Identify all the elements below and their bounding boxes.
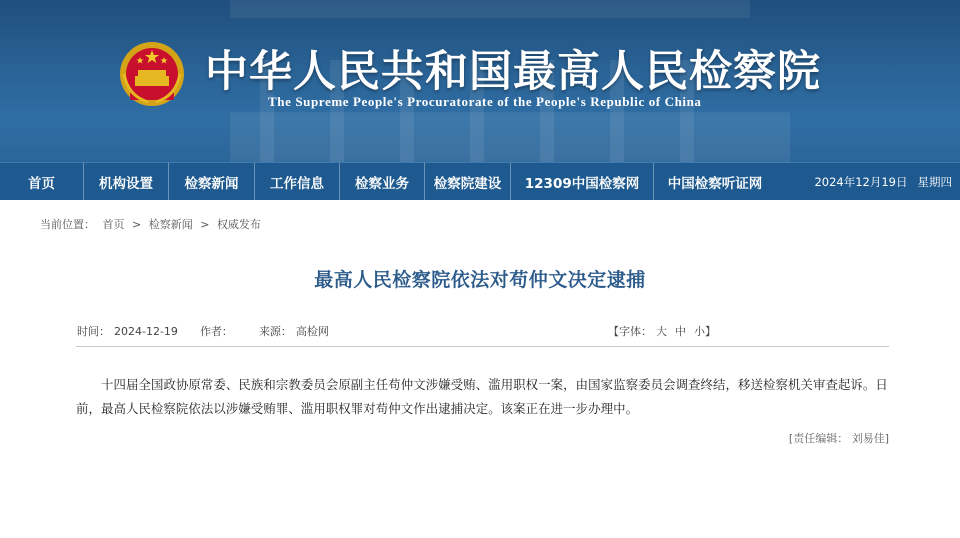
breadcrumb-separator: >	[200, 218, 210, 231]
font-size-medium[interactable]: 中	[675, 325, 686, 338]
nav-item-label: 检察院建设	[433, 175, 502, 192]
breadcrumb-prefix: 当前位置：	[40, 218, 95, 231]
font-size-selector	[608, 323, 724, 339]
meta-divider	[76, 346, 889, 347]
font-size-large[interactable]: 大	[656, 325, 667, 338]
nav-item-construction[interactable]	[425, 163, 511, 201]
nav-item-label: 12309中国检察网	[524, 175, 640, 192]
nav-item-label: 机构设置	[99, 175, 153, 192]
national-emblem-icon[interactable]	[118, 40, 186, 108]
nav-item-organization[interactable]	[84, 163, 169, 201]
breadcrumb-separator: >	[132, 218, 142, 231]
main-navbar	[0, 162, 960, 200]
nav-item-label: 检察新闻	[184, 175, 239, 192]
nav-item-12309[interactable]	[511, 163, 654, 201]
current-date: 2024年12月19日	[814, 175, 908, 189]
article-meta-info	[77, 323, 333, 339]
site-title: 中华人民共和国最高人民检察院	[205, 47, 821, 97]
nav-item-label: 首页	[28, 175, 55, 192]
nav-item-work-info[interactable]	[255, 163, 340, 201]
article-title: 最高人民检察院依法对苟仲文决定逮捕	[314, 269, 646, 291]
time-label: 时间：	[77, 325, 110, 338]
nav-item-news[interactable]	[169, 163, 255, 201]
responsible-editor: [责任编辑： 刘易佳]	[788, 432, 889, 445]
article-body: 十四届全国政协原常委、民族和宗教委员会原副主任苟仲文涉嫌受贿、滥用职权一案，由国家监察委员会调查终结，移送检察机关审查起诉。日前，最高人民检察院依法以涉嫌受贿罪、滥用职权罪对苟仲文作出逮捕决定。该案正在进一步办理中。	[76, 377, 888, 416]
nav-item-procuratorial-business[interactable]	[340, 163, 425, 201]
nav-date	[814, 163, 952, 201]
banner-building-roof	[230, 0, 750, 18]
author-label: 作者：	[199, 325, 233, 338]
font-size-label: 【字体：	[608, 325, 652, 338]
site-subtitle: The Supreme People's Procuratorate of the People's Republic of China	[268, 94, 702, 109]
nav-item-label: 检察业务	[355, 175, 409, 192]
nav-item-hearing[interactable]	[654, 163, 776, 201]
breadcrumb-news[interactable]: 检察新闻	[148, 218, 193, 231]
banner-building-base	[230, 112, 790, 162]
nav-item-label: 工作信息	[270, 175, 324, 192]
site-banner	[0, 0, 960, 162]
breadcrumb	[40, 216, 265, 232]
breadcrumb-home[interactable]: 首页	[102, 218, 125, 231]
breadcrumb-authoritative-release[interactable]: 权威发布	[216, 218, 261, 231]
nav-item-label: 中国检察听证网	[667, 175, 763, 192]
source-label: 来源：	[258, 325, 292, 338]
source-value: 高检网	[295, 325, 329, 338]
font-size-small[interactable]: 小】	[694, 325, 716, 338]
nav-item-home[interactable]	[0, 163, 84, 201]
publish-time: 2024-12-19	[114, 325, 178, 338]
current-weekday: 星期四	[917, 175, 952, 189]
